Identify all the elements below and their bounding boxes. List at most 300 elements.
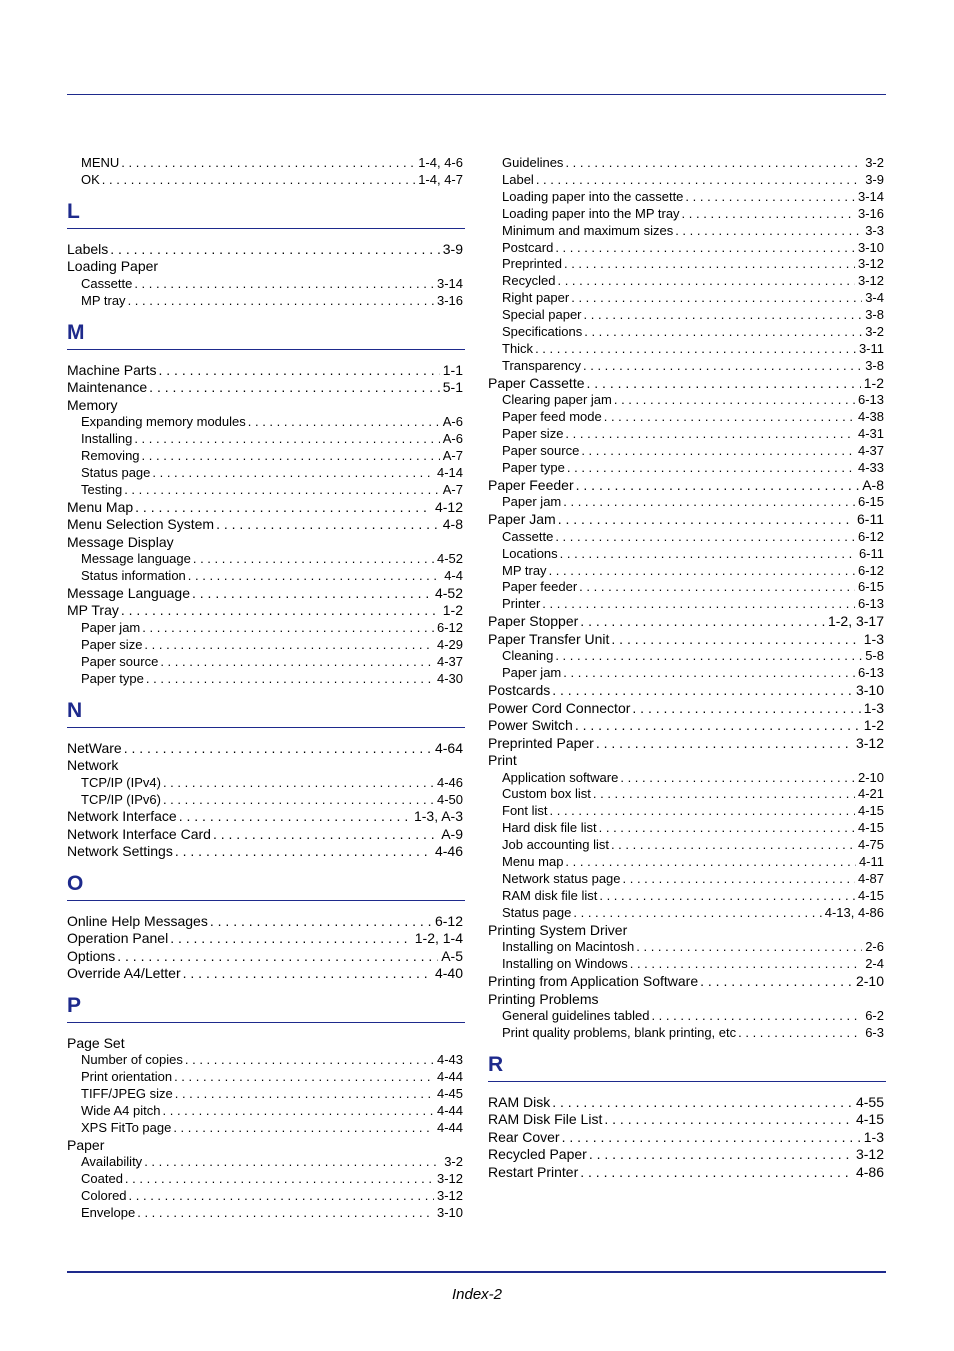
index-subentry (67, 1069, 465, 1086)
index-term: Preprinted Paper (488, 734, 594, 751)
index-letter-heading (488, 1052, 886, 1082)
index-term: Cassette (502, 528, 554, 544)
index-entry (67, 1137, 465, 1155)
index-page-ref: 3-12 (857, 273, 884, 289)
index-entry (67, 362, 465, 380)
dot-leader (563, 665, 855, 682)
dot-leader (682, 206, 855, 223)
index-entry (488, 973, 886, 991)
index-subentry (67, 1052, 465, 1069)
dot-leader (135, 499, 432, 517)
index-page-ref: 4-15 (857, 887, 884, 903)
index-term: Availability (81, 1154, 143, 1170)
dot-leader (102, 172, 415, 189)
index-subentry (488, 206, 886, 223)
index-page-ref: 6-13 (857, 665, 884, 681)
index-term: Network (67, 757, 119, 774)
index-subentry (488, 155, 886, 172)
dot-leader (564, 256, 855, 273)
index-term: Menu Map (67, 498, 134, 515)
index-subentry (67, 482, 465, 499)
index-subentry (488, 786, 886, 803)
index-term: RAM disk file list (502, 887, 598, 903)
index-entry (488, 752, 886, 770)
index-page-ref: 3-10 (855, 682, 884, 699)
index-page-ref: 4-37 (857, 443, 884, 458)
index-term: MP Tray (67, 602, 119, 619)
dot-leader (576, 477, 860, 495)
index-term: Number of copies (81, 1052, 183, 1068)
index-term: TCP/IP (IPv6) (81, 791, 161, 807)
index-page-ref: 4-29 (436, 636, 463, 652)
index-subentry (488, 579, 886, 596)
index-term: Hard disk file list (502, 820, 597, 836)
dot-leader (685, 189, 855, 206)
index-term: Minimum and maximum sizes (502, 222, 674, 238)
index-page-ref: 3-8 (865, 357, 884, 373)
index-term: Right paper (502, 290, 570, 306)
index-page-ref: 4-31 (857, 426, 884, 442)
index-page-ref: 4-87 (857, 871, 884, 886)
dot-leader (188, 568, 441, 585)
index-entry (67, 585, 465, 603)
index-page-ref: 4-75 (857, 837, 884, 853)
dot-leader (571, 290, 862, 307)
index-page-ref: A-7 (442, 481, 463, 497)
index-entry (67, 913, 465, 931)
index-entry (488, 717, 886, 735)
index-entry (488, 375, 886, 393)
index-entry (67, 397, 465, 415)
index-entry (488, 613, 886, 631)
index-entry (488, 922, 886, 940)
dot-leader (121, 602, 440, 620)
dot-leader (134, 431, 439, 448)
dot-leader (193, 551, 434, 568)
index-subentry (488, 324, 886, 341)
index-entry (67, 948, 465, 966)
dot-leader (584, 324, 862, 341)
index-subentry (488, 172, 886, 189)
index-subentry (67, 654, 465, 671)
index-letter: O (67, 871, 465, 901)
index-term: Printing Problems (488, 990, 599, 1007)
dot-leader (584, 307, 863, 324)
index-letter-heading (67, 993, 465, 1023)
index-subentry (488, 307, 886, 324)
index-subentry (488, 443, 886, 460)
index-subentry (67, 448, 465, 465)
index-subentry (67, 1171, 465, 1188)
dot-leader (630, 956, 862, 973)
dot-leader (573, 905, 821, 922)
index-page-ref: 4-52 (436, 551, 463, 567)
dot-leader (248, 414, 440, 431)
index-page-ref: 4-15 (855, 1111, 884, 1128)
dot-leader (137, 1205, 434, 1222)
index-subentry (67, 172, 465, 189)
index-entry (67, 1035, 465, 1053)
index-page-ref: 4-44 (436, 1120, 463, 1136)
index-page-ref: 4-37 (436, 653, 463, 669)
index-page-ref: 5-8 (865, 648, 884, 664)
index-entry (488, 991, 886, 1009)
index-subentry (67, 276, 465, 293)
dot-leader (535, 341, 856, 358)
index-entry (67, 516, 465, 534)
index-term: Print orientation (81, 1069, 173, 1085)
index-page-ref: 3-4 (865, 290, 884, 306)
index-term: NetWare (67, 739, 122, 756)
index-page-ref: 4-40 (434, 965, 463, 982)
dot-leader (175, 1086, 434, 1103)
index-subentry (488, 529, 886, 546)
index-term: Paper Cassette (488, 374, 585, 391)
dot-leader (565, 155, 862, 172)
index-entry (67, 930, 465, 948)
index-subentry (488, 223, 886, 240)
index-page-ref: 1-2 (863, 374, 884, 391)
index-letter-heading (67, 871, 465, 901)
index-term: Status information (81, 568, 186, 584)
index-page-ref: 6-2 (865, 1008, 884, 1024)
index-subentry (488, 358, 886, 375)
index-page-ref: 4-33 (857, 459, 884, 475)
index-term: Power Switch (488, 717, 573, 734)
index-subentry (488, 939, 886, 956)
index-term: Paper Transfer Unit (488, 630, 610, 647)
index-term: Override A4/Letter (67, 965, 181, 982)
index-page-ref: 3-12 (857, 256, 884, 272)
dot-leader (144, 1154, 441, 1171)
index-page-ref: 3-9 (865, 171, 884, 187)
dot-leader (700, 973, 853, 991)
index-page-ref: 4-55 (855, 1093, 884, 1110)
dot-leader (651, 1008, 862, 1025)
index-entry (488, 735, 886, 753)
index-entry (67, 499, 465, 517)
index-subentry (67, 465, 465, 482)
index-subentry (67, 637, 465, 654)
index-page-ref: 6-15 (857, 494, 884, 510)
index-term: General guidelines tabled (502, 1008, 650, 1024)
index-page-ref: 3-2 (865, 324, 884, 340)
dot-leader (558, 511, 854, 529)
index-page-ref: 4-13, 4-86 (824, 904, 884, 920)
index-entry (67, 379, 465, 397)
index-term: Loading Paper (67, 258, 159, 275)
dot-leader (562, 1129, 861, 1147)
dot-leader (542, 596, 855, 613)
index-column-left (67, 155, 465, 1222)
index-term: Printer (502, 596, 541, 612)
dot-leader (170, 930, 412, 948)
index-entry (67, 965, 465, 983)
dot-leader (134, 276, 434, 293)
index-term: Recycled Paper (488, 1146, 587, 1163)
dot-leader (604, 409, 855, 426)
page-number: Index-2 (451, 1286, 503, 1303)
index-page-ref: 1-2, 3-17 (827, 613, 884, 630)
index-page-ref: 4-86 (855, 1163, 884, 1180)
index-subentry (488, 494, 886, 511)
index-subentry (67, 551, 465, 568)
index-page-ref: 6-13 (857, 392, 884, 408)
index-page-ref: A-5 (441, 947, 463, 964)
index-column-right (488, 155, 886, 1181)
index-term: Labels (67, 240, 109, 257)
index-page-ref: 3-16 (857, 205, 884, 221)
index-entry (67, 534, 465, 552)
dot-leader (555, 529, 855, 546)
index-term: TCP/IP (IPv4) (81, 774, 161, 790)
dot-leader (128, 293, 434, 310)
index-page-ref: 2-10 (855, 973, 884, 990)
dot-leader (604, 1111, 853, 1129)
index-subentry (488, 240, 886, 257)
index-entry (488, 1094, 886, 1112)
index-term: Postcards (488, 682, 551, 699)
index-letter: R (488, 1052, 886, 1082)
index-term: Paper (67, 1136, 105, 1153)
dot-leader (129, 1188, 434, 1205)
index-subentry (67, 792, 465, 809)
index-page-ref: 1-3 (863, 1128, 884, 1145)
index-term: Online Help Messages (67, 912, 208, 929)
index-term: Application software (502, 769, 619, 785)
index-page-ref: 6-12 (857, 528, 884, 544)
index-subentry (488, 546, 886, 563)
dot-leader (536, 172, 862, 189)
index-term: Network Settings (67, 843, 173, 860)
footer-rule (67, 1271, 886, 1273)
dot-leader (583, 358, 862, 375)
dot-leader (125, 1171, 434, 1188)
index-term: Paper Stopper (488, 613, 579, 630)
index-subentry (67, 671, 465, 688)
index-entry (488, 1164, 886, 1182)
index-subentry (488, 409, 886, 426)
index-page-ref: 4-46 (436, 774, 463, 790)
index-entry (67, 808, 465, 826)
dot-leader (192, 585, 432, 603)
index-subentry (488, 596, 886, 613)
index-entry (67, 258, 465, 276)
index-term: Power Cord Connector (488, 699, 631, 716)
index-subentry (488, 563, 886, 580)
index-page-ref: 4-38 (857, 409, 884, 425)
index-term: Paper feed mode (502, 409, 602, 425)
dot-leader (144, 637, 434, 654)
index-page-ref: 5-1 (442, 379, 463, 396)
index-page-ref: 6-11 (857, 511, 884, 528)
index-subentry (488, 854, 886, 871)
index-page-ref: 3-14 (436, 275, 463, 291)
dot-leader (121, 155, 415, 172)
index-term: Paper size (81, 636, 143, 652)
index-term: Status page (81, 464, 151, 480)
index-page-ref: 4-30 (436, 670, 463, 686)
index-subentry (67, 414, 465, 431)
dot-leader (174, 1069, 434, 1086)
index-page-ref: A-6 (442, 414, 463, 430)
dot-leader (738, 1025, 862, 1042)
index-page-ref: 4-14 (436, 464, 463, 480)
index-subentry (67, 1188, 465, 1205)
dot-leader (557, 273, 855, 290)
index-term: Message Language (67, 584, 190, 601)
index-term: Guidelines (502, 155, 564, 170)
dot-leader (623, 871, 855, 888)
index-term: Preprinted (502, 256, 562, 272)
index-term: Special paper (502, 307, 582, 323)
index-page-ref: 4-15 (857, 820, 884, 836)
index-page-ref: 3-2 (444, 1154, 463, 1170)
index-term: Expanding memory modules (81, 414, 246, 430)
index-term: Clearing paper jam (502, 392, 612, 408)
index-subentry (67, 620, 465, 637)
dot-leader (552, 682, 853, 700)
dot-leader (163, 1103, 434, 1120)
index-term: Print (488, 752, 517, 769)
dot-leader (580, 613, 825, 631)
index-subentry (488, 888, 886, 905)
dot-leader (549, 563, 855, 580)
index-term: Network Interface (67, 808, 177, 825)
index-term: Thick (502, 340, 534, 356)
index-page-ref: 1-3, A-3 (413, 808, 463, 825)
index-page-ref: 3-12 (436, 1171, 463, 1187)
index-entry (488, 511, 886, 529)
index-page-ref: A-9 (441, 825, 463, 842)
index-page-ref: 4-45 (436, 1086, 463, 1102)
dot-leader (675, 223, 862, 240)
index-letter: N (67, 698, 465, 728)
index-term: Restart Printer (488, 1163, 579, 1180)
index-subentry (488, 290, 886, 307)
index-entry (67, 826, 465, 844)
dot-leader (146, 671, 434, 688)
index-term: Message language (81, 551, 191, 567)
index-term: Paper source (502, 443, 580, 458)
dot-leader (216, 516, 440, 534)
index-term: RAM Disk File List (488, 1111, 603, 1128)
index-term: Page Set (67, 1034, 125, 1051)
index-page-ref: 3-12 (436, 1188, 463, 1204)
index-page-ref: 4-15 (857, 803, 884, 819)
index-term: Menu Selection System (67, 516, 215, 533)
index-term: MP tray (502, 562, 547, 578)
index-page-ref: 3-11 (858, 340, 884, 356)
index-term: OK (81, 171, 100, 187)
index-page-ref: 1-4, 4-7 (418, 171, 463, 187)
index-term: Installing on Macintosh (502, 939, 635, 955)
dot-leader (599, 820, 855, 837)
index-subentry (488, 803, 886, 820)
index-term: Cassette (81, 275, 133, 291)
dot-leader (183, 965, 432, 983)
dot-leader (575, 717, 861, 735)
dot-leader (611, 631, 860, 649)
index-term: Print quality problems, blank printing, etc (502, 1024, 737, 1040)
index-term: Status page (502, 904, 572, 920)
dot-leader (614, 392, 855, 409)
index-page-ref: 6-12 (434, 912, 463, 929)
index-subentry (67, 155, 465, 172)
index-term: Label (502, 171, 534, 187)
index-page-ref: 4-64 (434, 739, 463, 756)
index-letter-heading (67, 199, 465, 229)
index-term: Installing on Windows (502, 956, 628, 972)
index-letter: M (67, 320, 465, 350)
index-subentry (67, 775, 465, 792)
index-subentry (67, 1154, 465, 1171)
index-page-ref: 6-12 (436, 619, 463, 635)
dot-leader (632, 700, 860, 718)
dot-leader (555, 648, 862, 665)
dot-leader (142, 620, 434, 637)
dot-leader (179, 808, 411, 826)
index-page-ref: 1-2, 1-4 (414, 930, 463, 947)
index-page-ref: 4-12 (434, 498, 463, 515)
index-term: RAM Disk (488, 1093, 551, 1110)
index-term: Installing (81, 431, 133, 447)
index-subentry (488, 256, 886, 273)
index-term: Paper type (81, 670, 144, 686)
index-page-ref: 4-4 (444, 568, 463, 584)
index-term: Paper Feeder (488, 476, 574, 493)
index-subentry (488, 392, 886, 409)
index-term: Paper jam (502, 494, 562, 510)
index-page-ref: A-8 (862, 476, 884, 493)
index-page-ref: 3-14 (857, 188, 884, 204)
dot-leader (124, 482, 440, 499)
index-page-ref: 3-8 (865, 307, 884, 323)
index-term: Paper Jam (488, 511, 556, 528)
index-page-ref: 4-8 (442, 516, 463, 533)
index-page-ref: 1-4, 4-6 (418, 155, 463, 170)
index-subentry (488, 665, 886, 682)
index-term: Loading paper into the cassette (502, 188, 684, 204)
dot-leader (596, 735, 853, 753)
index-subentry (488, 460, 886, 477)
dot-leader (636, 939, 862, 956)
dot-leader (620, 770, 855, 787)
index-term: Coated (81, 1171, 123, 1187)
index-page-ref: 3-2 (865, 155, 884, 170)
dot-leader (185, 1052, 434, 1069)
index-page-ref: 4-52 (434, 584, 463, 601)
index-page-ref: 1-2 (863, 717, 884, 734)
index-letter: P (67, 993, 465, 1023)
index-term: Custom box list (502, 786, 591, 802)
index-subentry (488, 1008, 886, 1025)
index-term: XPS FitTo page (81, 1120, 172, 1136)
index-page-ref: 1-3 (863, 630, 884, 647)
index-subentry (488, 648, 886, 665)
index-term: TIFF/JPEG size (81, 1086, 173, 1102)
index-page-ref: 6-3 (865, 1024, 884, 1040)
dot-leader (563, 494, 855, 511)
index-subentry (488, 871, 886, 888)
index-term: Wide A4 pitch (81, 1103, 161, 1119)
dot-leader (587, 375, 861, 393)
dot-leader (589, 1146, 853, 1164)
index-entry (488, 1129, 886, 1147)
dot-leader (550, 803, 855, 820)
index-page-ref: 3-16 (436, 292, 463, 308)
index-term: Postcard (502, 239, 554, 255)
